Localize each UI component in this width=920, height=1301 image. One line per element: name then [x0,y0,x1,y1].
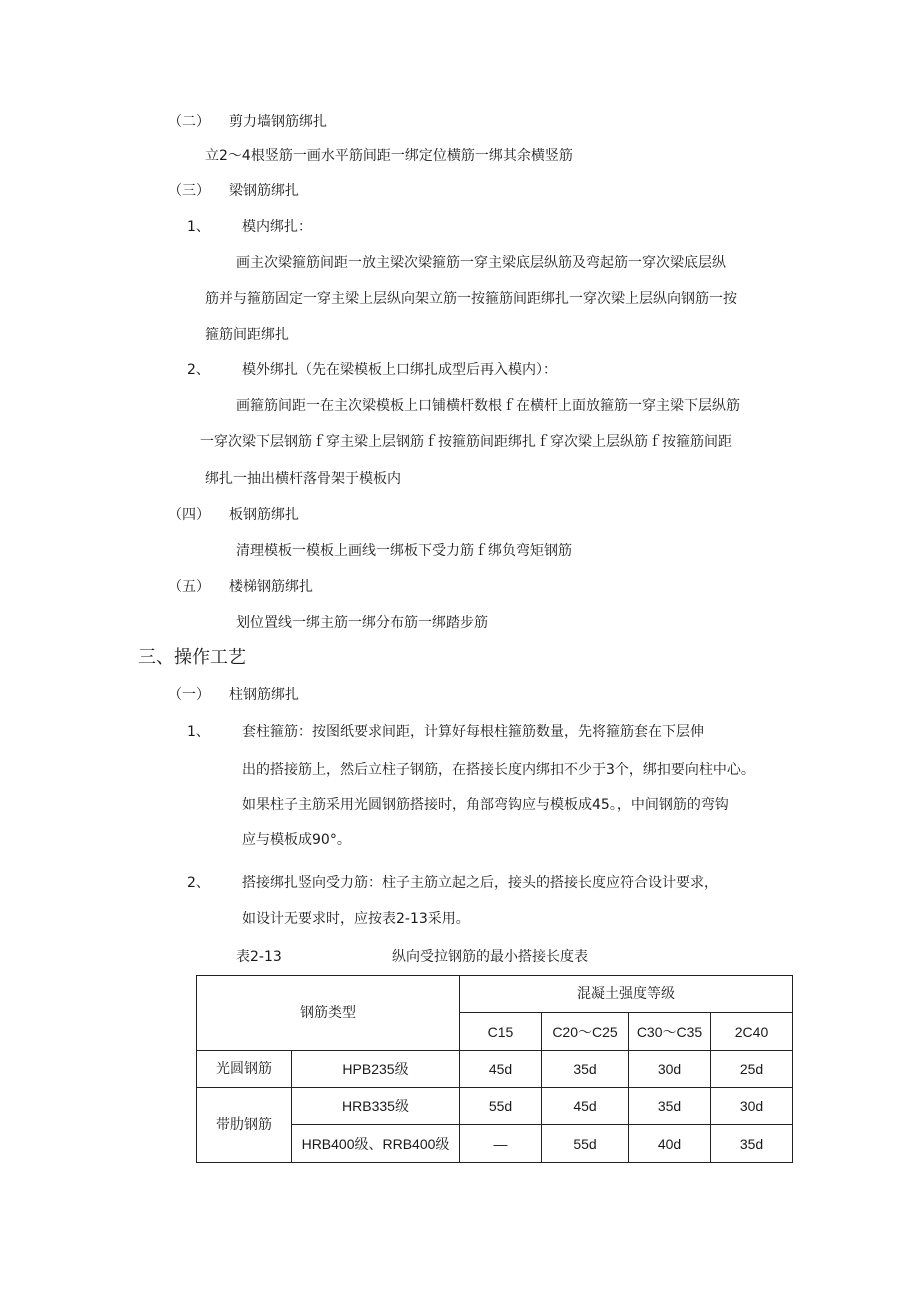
value-cell: 30d [629,1051,711,1088]
group-plain-bar: 光圆钢筋 [197,1051,292,1088]
subsection-1-label: （一） [168,687,210,703]
value-cell: 40d [629,1125,711,1163]
grade-cell: C15 [460,1013,542,1051]
paragraph-line: 应与模板成90°。 [242,832,351,848]
paragraph-line: 绑扎一抽出横杆落骨架于模板内 [205,471,401,487]
header-concrete-grade: 混凝土强度等级 [460,976,793,1013]
table-row [197,1088,793,1125]
section-2-body: 立2～4根竖筋一画水平筋间距一绑定位横筋一绑其余横竖筋 [205,148,573,164]
section-2-title: 剪力墙钢筋绑扎 [229,114,327,130]
value-cell: 55d [460,1088,542,1125]
section-3-title: 梁钢筋绑扎 [229,183,299,199]
header-rebar-type: 钢筋类型 [197,976,460,1051]
grade-cell: 2C40 [711,1013,793,1051]
paragraph-line: 如设计无要求时，应按表2-13采用。 [242,911,470,927]
section-2-label: （二） [168,114,210,130]
section-4-label: （四） [168,507,210,523]
value-cell: 30d [711,1088,793,1125]
section-5-body: 划位置线一绑主筋一绑分布筋一绑踏步筋 [236,615,488,631]
rebar-grade: HRB335级 [292,1088,460,1125]
grade-cell: C30～C35 [629,1013,711,1051]
section-4-title: 板钢筋绑扎 [229,507,299,523]
rebar-grade: HPB235级 [292,1051,460,1088]
value-cell: 45d [460,1051,542,1088]
rebar-grade: HRB400级、RRB400级 [292,1125,460,1163]
paragraph-line: 出的搭接筋上，然后立柱子钢筋，在搭接长度内绑扣不少于3个，绑扣要向柱中心。 [242,762,755,778]
subsection-1-title: 柱钢筋绑扎 [229,687,299,703]
chapter-heading: 三、操作工艺 [138,647,246,668]
paragraph-line: 搭接绑扎竖向受力筋：柱子主筋立起之后，接头的搭接长度应符合设计要求， [242,875,718,891]
table-number: 表2-13 [236,949,282,965]
group-ribbed-bar: 带肋钢筋 [197,1088,292,1163]
step-2-number: 2、 [187,875,210,891]
paragraph-line: 画主次梁箍筋间距一放主梁次梁箍筋一穿主梁底层纵筋及弯起筋一穿次梁底层纵 [236,255,726,271]
paragraph-line: 画箍筋间距一在主次梁模板上口铺横杆数根ｆ在横杆上面放箍筋一穿主梁下层纵筋 [236,398,740,414]
section-5-label: （五） [168,579,210,595]
lap-length-table [196,975,793,1163]
table-row [197,1051,793,1088]
item-2-number: 2、 [187,362,210,378]
table-caption: 纵向受拉钢筋的最小搭接长度表 [392,949,588,965]
item-1-number: 1、 [187,219,210,235]
section-3-label: （三） [168,183,210,199]
value-cell: — [460,1125,542,1163]
paragraph-line: 套柱箍筋：按图纸要求间距，计算好每根柱箍筋数量，先将箍筋套在下层伸 [242,724,704,740]
step-1-number: 1、 [187,724,210,740]
section-4-body: 清理模板一模板上画线一绑板下受力筋ｆ绑负弯矩钢筋 [236,543,572,559]
grade-cell: C20～C25 [542,1013,629,1051]
value-cell: 35d [542,1051,629,1088]
value-cell: 35d [629,1088,711,1125]
value-cell: 35d [711,1125,793,1163]
value-cell: 25d [711,1051,793,1088]
paragraph-line: 如果柱子主筋采用光圆钢筋搭接时，角部弯钩应与模板成45。，中间钢筋的弯钩 [242,797,729,813]
paragraph-line: 一穿次梁下层钢筋ｆ穿主梁上层钢筋ｆ按箍筋间距绑扎ｆ穿次梁上层纵筋ｆ按箍筋间距 [200,434,732,450]
item-2-title: 模外绑扎（先在梁模板上口绑扎成型后再入模内）： [242,362,557,378]
value-cell: 55d [542,1125,629,1163]
section-5-title: 楼梯钢筋绑扎 [229,579,313,595]
value-cell: 45d [542,1088,629,1125]
paragraph-line: 箍筋间距绑扎 [205,327,289,343]
item-1-title: 模内绑扎： [242,219,312,235]
paragraph-line: 筋并与箍筋固定一穿主梁上层纵向架立筋一按箍筋间距绑扎一穿次梁上层纵向钢筋一按 [205,291,737,307]
